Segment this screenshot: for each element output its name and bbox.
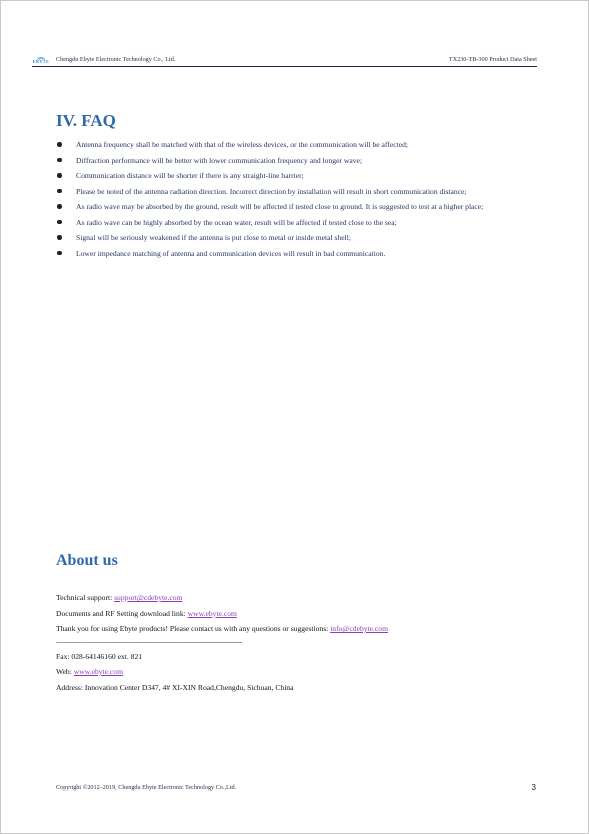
fax-line: Fax: 028-64146160 ext. 821	[56, 651, 143, 661]
page-header	[32, 54, 537, 67]
bullet-icon	[57, 251, 62, 256]
bullet-icon	[57, 173, 62, 178]
dashed-divider: ----------------------------------------------------------------------------------------------------------------------------	[56, 639, 242, 646]
header-company: Chengdu Ebyte Electronic Technology Co., Ltd.	[56, 56, 176, 63]
bullet-icon	[57, 220, 62, 225]
bullet-icon	[57, 142, 62, 147]
web-link[interactable]: www.ebyte.com	[73, 667, 124, 676]
faq-item: Diffraction performance will be better with lower communication frequency and longer wave;	[56, 153, 534, 169]
support-email-link[interactable]: support@cdebyte.com	[114, 593, 183, 602]
bullet-icon	[57, 189, 62, 194]
copyright-text: Copyright ©2012–2019, Chengdu Ebyte Electronic Technology Co.,Ltd.	[56, 784, 237, 791]
bullet-icon	[57, 204, 62, 209]
bullet-icon	[57, 235, 62, 240]
logo-text: EBYTE	[32, 59, 50, 64]
page-number: 3	[531, 783, 536, 792]
about-heading: About us	[56, 552, 118, 569]
faq-item: Please be noted of the antenna radiation direction. Incorrect direction by installation will result in short communication distance;	[56, 184, 534, 200]
support-line: Technical support: support@cdebyte.com	[56, 593, 183, 602]
faq-item: Signal will be seriously weakened if the antenna is put close to metal or inside metal shell;	[56, 230, 534, 246]
ebyte-logo	[32, 56, 50, 64]
download-link[interactable]: www.ebyte.com	[187, 608, 237, 618]
about-section	[56, 590, 536, 695]
faq-item: As radio wave may be absorbed by the ground, result will be affected if tested close to ground. It is suggested to test at a higher place;	[56, 199, 534, 215]
faq-item: Communication distance will be shorter if there is any straight-line barrier;	[56, 168, 534, 184]
info-email-link[interactable]: info@cdebyte.com	[330, 624, 388, 633]
download-line: Documents and RF Setting download link: www.ebyte.com	[56, 608, 237, 618]
faq-item: Lower impedance matching of antenna and communication devices will result in bad communication.	[56, 246, 534, 262]
web-line: Web: www.ebyte.com	[56, 667, 124, 676]
faq-heading: IV. FAQ	[56, 111, 116, 130]
bullet-icon	[57, 158, 62, 163]
address-line: Address: Innovation Center D347, 4# XI-XIN Road,Chengdu, Sichuan, China	[56, 682, 294, 692]
faq-list	[56, 137, 534, 261]
contact-line: Thank you for using Ebyte products! Please contact us with any questions or suggestions: info@cdebyte.com	[56, 624, 388, 633]
page-footer	[56, 784, 536, 791]
faq-item: Antenna frequency shall be matched with that of the wireless devices, or the communication will be affected;	[56, 137, 534, 153]
header-document-title: TX230-TB-300 Product Data Sheet	[448, 56, 537, 63]
faq-item: As radio wave can be highly absorbed by the ocean water, result will be affected if tested close to the sea;	[56, 215, 534, 231]
